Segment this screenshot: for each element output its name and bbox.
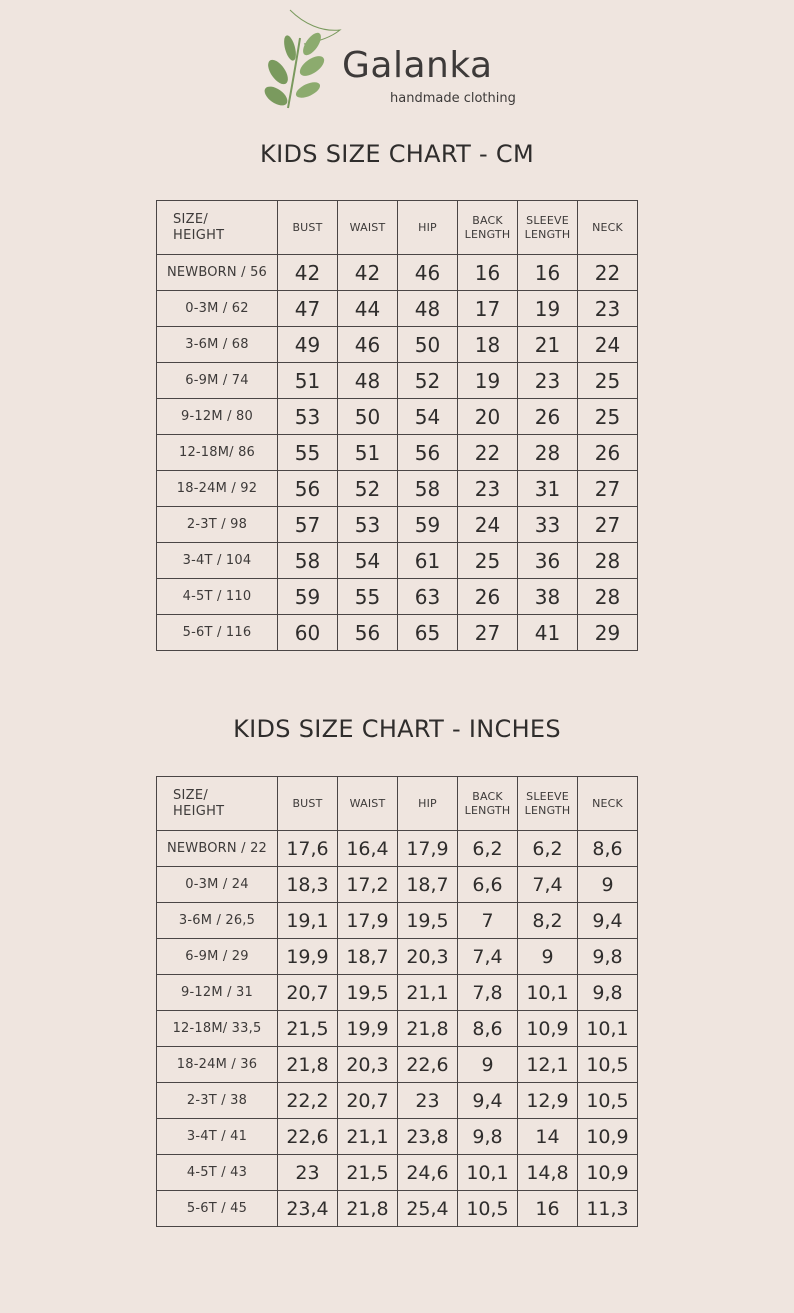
measurement-cell: 9: [578, 867, 638, 903]
measurement-cell: 22,2: [278, 1083, 338, 1119]
measurement-cell: 10,9: [578, 1119, 638, 1155]
measurement-cell: 61: [398, 543, 458, 579]
measurement-cell: 56: [338, 615, 398, 651]
measurement-cell: 23: [578, 291, 638, 327]
measurement-cell: 49: [278, 327, 338, 363]
inches-size-table: [156, 776, 638, 1227]
measurement-cell: 33: [518, 507, 578, 543]
measurement-cell: 58: [398, 471, 458, 507]
measurement-cell: 9,4: [458, 1083, 518, 1119]
size-label: NEWBORN / 22: [157, 831, 278, 867]
measurement-cell: 10,1: [458, 1155, 518, 1191]
measurement-cell: 19,9: [338, 1011, 398, 1047]
measurement-cell: 11,3: [578, 1191, 638, 1227]
measurement-cell: 16,4: [338, 831, 398, 867]
measurement-cell: 9: [458, 1047, 518, 1083]
size-label: 2-3T / 98: [157, 507, 278, 543]
size-label: 4-5T / 43: [157, 1155, 278, 1191]
size-label: 0-3M / 62: [157, 291, 278, 327]
table-row: [157, 939, 638, 975]
measurement-cell: 26: [518, 399, 578, 435]
table-row: [157, 1155, 638, 1191]
table-row: [157, 615, 638, 651]
measurement-cell: 10,5: [578, 1083, 638, 1119]
measurement-cell: 38: [518, 579, 578, 615]
measurement-cell: 51: [278, 363, 338, 399]
measurement-cell: 42: [278, 255, 338, 291]
measurement-cell: 9: [518, 939, 578, 975]
measurement-cell: 18,7: [338, 939, 398, 975]
inches-table-body: [157, 831, 638, 1227]
measurement-cell: 19,9: [278, 939, 338, 975]
size-label: 6-9M / 29: [157, 939, 278, 975]
measurement-cell: 28: [518, 435, 578, 471]
measurement-cell: 21,1: [338, 1119, 398, 1155]
size-label: 12-18M/ 33,5: [157, 1011, 278, 1047]
measurement-cell: 9,8: [578, 975, 638, 1011]
measurement-cell: 41: [518, 615, 578, 651]
measurement-cell: 12,9: [518, 1083, 578, 1119]
measurement-cell: 25: [578, 399, 638, 435]
measurement-cell: 26: [458, 579, 518, 615]
column-header: WAIST: [338, 201, 398, 255]
column-header: HIP: [398, 201, 458, 255]
measurement-cell: 22: [578, 255, 638, 291]
table-row: [157, 435, 638, 471]
table-row: [157, 507, 638, 543]
measurement-cell: 42: [338, 255, 398, 291]
measurement-cell: 8,6: [458, 1011, 518, 1047]
measurement-cell: 6,2: [518, 831, 578, 867]
size-label: 5-6T / 116: [157, 615, 278, 651]
size-label: 3-6M / 26,5: [157, 903, 278, 939]
measurement-cell: 6,2: [458, 831, 518, 867]
measurement-cell: 14: [518, 1119, 578, 1155]
column-header: NECK: [578, 201, 638, 255]
column-header: BUST: [278, 201, 338, 255]
table-row: [157, 363, 638, 399]
measurement-cell: 19,1: [278, 903, 338, 939]
measurement-cell: 21,5: [278, 1011, 338, 1047]
column-header: SIZE/ HEIGHT: [157, 777, 278, 831]
measurement-cell: 54: [338, 543, 398, 579]
measurement-cell: 24,6: [398, 1155, 458, 1191]
header-row: [157, 777, 638, 831]
table-row: [157, 1083, 638, 1119]
size-label: 3-4T / 104: [157, 543, 278, 579]
measurement-cell: 22,6: [398, 1047, 458, 1083]
measurement-cell: 9,8: [458, 1119, 518, 1155]
measurement-cell: 16: [458, 255, 518, 291]
measurement-cell: 17,2: [338, 867, 398, 903]
table-row: [157, 291, 638, 327]
measurement-cell: 10,5: [458, 1191, 518, 1227]
measurement-cell: 52: [338, 471, 398, 507]
size-label: NEWBORN / 56: [157, 255, 278, 291]
measurement-cell: 18,7: [398, 867, 458, 903]
header-row: [157, 201, 638, 255]
measurement-cell: 25,4: [398, 1191, 458, 1227]
table-row: [157, 579, 638, 615]
column-header: SLEEVE LENGTH: [518, 201, 578, 255]
measurement-cell: 21,8: [398, 1011, 458, 1047]
inches-chart-title: KIDS SIZE CHART - INCHES: [233, 715, 561, 743]
measurement-cell: 14,8: [518, 1155, 578, 1191]
measurement-cell: 28: [578, 579, 638, 615]
measurement-cell: 17,9: [338, 903, 398, 939]
measurement-cell: 58: [278, 543, 338, 579]
measurement-cell: 29: [578, 615, 638, 651]
measurement-cell: 19: [458, 363, 518, 399]
size-label: 3-4T / 41: [157, 1119, 278, 1155]
measurement-cell: 7: [458, 903, 518, 939]
measurement-cell: 53: [278, 399, 338, 435]
measurement-cell: 23,4: [278, 1191, 338, 1227]
size-label: 9-12M / 31: [157, 975, 278, 1011]
measurement-cell: 47: [278, 291, 338, 327]
measurement-cell: 19,5: [398, 903, 458, 939]
measurement-cell: 55: [338, 579, 398, 615]
column-header: SLEEVE LENGTH: [518, 777, 578, 831]
cm-table-header: [157, 201, 638, 255]
measurement-cell: 10,9: [578, 1155, 638, 1191]
measurement-cell: 65: [398, 615, 458, 651]
measurement-cell: 36: [518, 543, 578, 579]
measurement-cell: 55: [278, 435, 338, 471]
measurement-cell: 8,2: [518, 903, 578, 939]
cm-chart-title: KIDS SIZE CHART - CM: [260, 140, 534, 168]
measurement-cell: 16: [518, 1191, 578, 1227]
column-header: BACK LENGTH: [458, 777, 518, 831]
column-header: HIP: [398, 777, 458, 831]
leaf-branch-icon: [260, 8, 350, 112]
measurement-cell: 18,3: [278, 867, 338, 903]
measurement-cell: 7,4: [518, 867, 578, 903]
cm-size-table: [156, 200, 638, 651]
measurement-cell: 22: [458, 435, 518, 471]
measurement-cell: 52: [398, 363, 458, 399]
measurement-cell: 31: [518, 471, 578, 507]
measurement-cell: 23,8: [398, 1119, 458, 1155]
measurement-cell: 19,5: [338, 975, 398, 1011]
table-row: [157, 471, 638, 507]
measurement-cell: 21,8: [278, 1047, 338, 1083]
measurement-cell: 20,3: [338, 1047, 398, 1083]
size-label: 18-24M / 36: [157, 1047, 278, 1083]
measurement-cell: 24: [458, 507, 518, 543]
measurement-cell: 50: [398, 327, 458, 363]
measurement-cell: 10,1: [578, 1011, 638, 1047]
measurement-cell: 8,6: [578, 831, 638, 867]
brand-name: Galanka: [342, 45, 493, 86]
measurement-cell: 12,1: [518, 1047, 578, 1083]
table-row: [157, 867, 638, 903]
measurement-cell: 10,9: [518, 1011, 578, 1047]
measurement-cell: 27: [578, 507, 638, 543]
column-header: WAIST: [338, 777, 398, 831]
measurement-cell: 24: [578, 327, 638, 363]
size-label: 4-5T / 110: [157, 579, 278, 615]
measurement-cell: 23: [518, 363, 578, 399]
measurement-cell: 10,1: [518, 975, 578, 1011]
size-label: 3-6M / 68: [157, 327, 278, 363]
measurement-cell: 26: [578, 435, 638, 471]
column-header: SIZE/ HEIGHT: [157, 201, 278, 255]
table-row: [157, 831, 638, 867]
measurement-cell: 18: [458, 327, 518, 363]
size-label: 0-3M / 24: [157, 867, 278, 903]
measurement-cell: 7,8: [458, 975, 518, 1011]
measurement-cell: 48: [338, 363, 398, 399]
brand-logo: [260, 8, 540, 112]
table-row: [157, 1047, 638, 1083]
measurement-cell: 10,5: [578, 1047, 638, 1083]
measurement-cell: 6,6: [458, 867, 518, 903]
measurement-cell: 20,3: [398, 939, 458, 975]
measurement-cell: 17,9: [398, 831, 458, 867]
table-row: [157, 975, 638, 1011]
measurement-cell: 28: [578, 543, 638, 579]
table-row: [157, 543, 638, 579]
measurement-cell: 51: [338, 435, 398, 471]
table-row: [157, 327, 638, 363]
measurement-cell: 25: [578, 363, 638, 399]
measurement-cell: 23: [398, 1083, 458, 1119]
measurement-cell: 50: [338, 399, 398, 435]
measurement-cell: 60: [278, 615, 338, 651]
measurement-cell: 9,4: [578, 903, 638, 939]
measurement-cell: 16: [518, 255, 578, 291]
size-label: 5-6T / 45: [157, 1191, 278, 1227]
cm-table-body: [157, 255, 638, 651]
measurement-cell: 63: [398, 579, 458, 615]
brand-tagline: handmade clothing: [390, 91, 516, 106]
table-row: [157, 255, 638, 291]
inches-table-header: [157, 777, 638, 831]
size-label: 12-18M/ 86: [157, 435, 278, 471]
table-row: [157, 399, 638, 435]
measurement-cell: 46: [398, 255, 458, 291]
measurement-cell: 23: [458, 471, 518, 507]
measurement-cell: 46: [338, 327, 398, 363]
table-row: [157, 1011, 638, 1047]
measurement-cell: 23: [278, 1155, 338, 1191]
measurement-cell: 9,8: [578, 939, 638, 975]
measurement-cell: 20: [458, 399, 518, 435]
measurement-cell: 7,4: [458, 939, 518, 975]
column-header: BUST: [278, 777, 338, 831]
measurement-cell: 48: [398, 291, 458, 327]
measurement-cell: 44: [338, 291, 398, 327]
measurement-cell: 17: [458, 291, 518, 327]
measurement-cell: 19: [518, 291, 578, 327]
size-label: 6-9M / 74: [157, 363, 278, 399]
measurement-cell: 17,6: [278, 831, 338, 867]
measurement-cell: 54: [398, 399, 458, 435]
measurement-cell: 59: [398, 507, 458, 543]
measurement-cell: 21,5: [338, 1155, 398, 1191]
measurement-cell: 21,8: [338, 1191, 398, 1227]
table-row: [157, 1119, 638, 1155]
measurement-cell: 56: [398, 435, 458, 471]
measurement-cell: 25: [458, 543, 518, 579]
size-label: 2-3T / 38: [157, 1083, 278, 1119]
measurement-cell: 56: [278, 471, 338, 507]
table-row: [157, 903, 638, 939]
measurement-cell: 53: [338, 507, 398, 543]
measurement-cell: 59: [278, 579, 338, 615]
column-header: NECK: [578, 777, 638, 831]
measurement-cell: 20,7: [278, 975, 338, 1011]
measurement-cell: 21: [518, 327, 578, 363]
measurement-cell: 27: [578, 471, 638, 507]
table-row: [157, 1191, 638, 1227]
measurement-cell: 21,1: [398, 975, 458, 1011]
size-label: 9-12M / 80: [157, 399, 278, 435]
measurement-cell: 27: [458, 615, 518, 651]
measurement-cell: 57: [278, 507, 338, 543]
measurement-cell: 20,7: [338, 1083, 398, 1119]
column-header: BACK LENGTH: [458, 201, 518, 255]
size-label: 18-24M / 92: [157, 471, 278, 507]
measurement-cell: 22,6: [278, 1119, 338, 1155]
